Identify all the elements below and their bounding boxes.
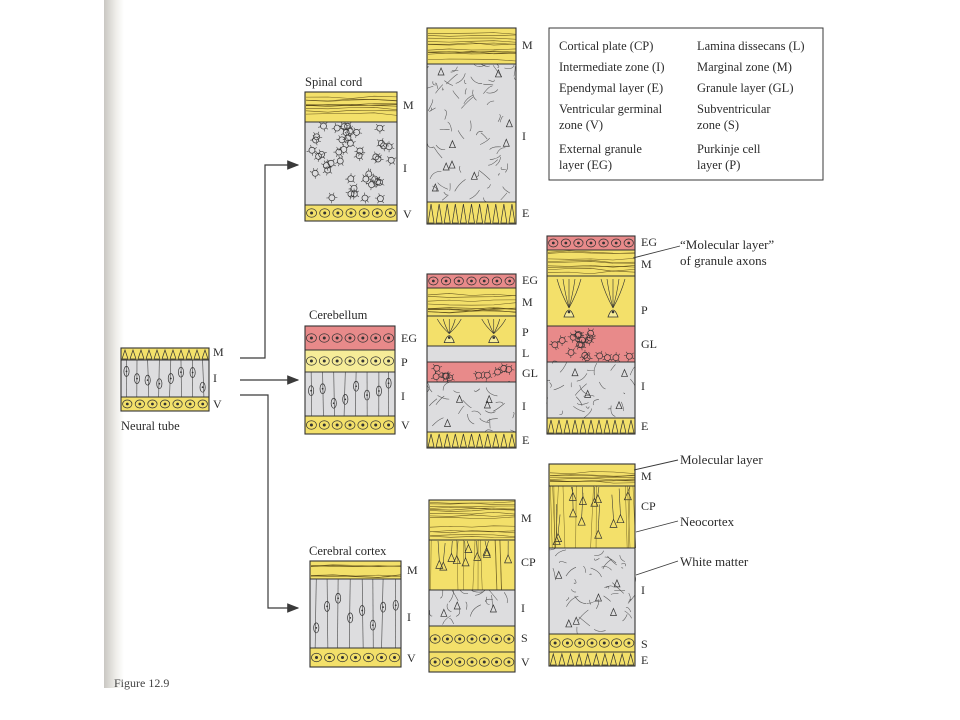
cerebellum-late-column <box>547 235 658 434</box>
tissue-layer <box>305 326 395 350</box>
svg-text:White matter: White matter <box>680 554 749 569</box>
legend-entry: External granule <box>559 142 642 156</box>
legend-entry: Cortical plate (CP) <box>559 39 654 53</box>
spinal-cord-early-column <box>305 92 414 221</box>
tissue-layer <box>547 250 635 276</box>
neural-tube-title: Neural tube <box>121 419 180 433</box>
layer-label: V <box>521 655 530 669</box>
layer-label: M <box>641 469 652 483</box>
tissue-layer <box>547 276 635 326</box>
branch-arrows <box>240 165 298 608</box>
neural-tube-column <box>121 345 224 411</box>
tissue-layer <box>429 500 515 540</box>
cortex-late-column <box>549 464 656 667</box>
legend-entry: Ventricular germinal <box>559 102 663 116</box>
tissue-layer <box>310 561 401 579</box>
svg-text:Molecular layer: Molecular layer <box>680 452 763 467</box>
tissue-layer <box>427 362 516 382</box>
layer-label: GL <box>641 337 657 351</box>
tissue-layer <box>427 274 516 288</box>
layer-label: EG <box>522 273 538 287</box>
legend-entry: Subventricular <box>697 102 771 116</box>
cerebellum-title: Cerebellum <box>309 308 368 322</box>
tissue-layer <box>427 202 516 224</box>
layer-label: V <box>403 207 412 221</box>
tissue-layer <box>305 372 395 416</box>
layer-label: CP <box>521 555 536 569</box>
tissue-layer <box>427 381 516 432</box>
layer-label: M <box>213 345 224 359</box>
layer-label: I <box>403 161 407 175</box>
tissue-layer <box>305 205 397 221</box>
layer-label: M <box>522 38 533 52</box>
cerebellum-mid-column <box>427 273 538 448</box>
tissue-layer <box>427 346 516 362</box>
layer-label: EG <box>401 331 417 345</box>
tissue-layer <box>121 397 209 411</box>
tissue-layer <box>547 361 635 418</box>
layer-label: I <box>213 371 217 385</box>
legend-entry: zone (S) <box>697 118 739 132</box>
layer-label: I <box>521 601 525 615</box>
legend-entry: Purkinje cell <box>697 142 761 156</box>
layer-label: L <box>522 346 530 360</box>
layer-label: V <box>407 651 416 665</box>
layer-label: M <box>522 295 533 309</box>
layer-label: V <box>213 397 222 411</box>
tissue-layer <box>305 416 395 434</box>
layer-label: P <box>401 355 408 369</box>
tissue-layer <box>549 548 636 634</box>
tissue-layer <box>549 464 635 486</box>
layer-label: I <box>641 583 645 597</box>
tissue-layer <box>549 486 636 548</box>
tissue-layer <box>549 634 635 652</box>
cortex-mid-column <box>429 500 536 672</box>
svg-text:“Molecular layer”: “Molecular layer” <box>680 237 775 252</box>
layer-label: E <box>522 433 530 447</box>
tissue-layer <box>429 626 515 652</box>
layer-label: I <box>522 129 526 143</box>
tissue-layer <box>310 579 401 648</box>
layer-label: M <box>641 257 652 271</box>
annotation-white-matter <box>636 554 749 575</box>
legend-entry: zone (V) <box>559 118 604 132</box>
layer-label: M <box>407 563 418 577</box>
tissue-layer <box>310 648 401 667</box>
figure-caption: Figure 12.9 <box>114 676 170 690</box>
cerebellum-early-column <box>305 326 417 434</box>
spinal-cord-late-column <box>427 28 533 224</box>
tissue-layer <box>427 64 516 202</box>
layer-label: CP <box>641 499 656 513</box>
legend-entry: Lamina dissecans (L) <box>697 39 805 53</box>
layer-label: V <box>401 418 410 432</box>
legend-entry: Ependymal layer (E) <box>559 81 664 95</box>
layer-label: E <box>522 206 530 220</box>
tissue-layer <box>427 316 516 346</box>
annotation-neocortex <box>636 514 735 532</box>
tissue-layer <box>427 288 516 316</box>
layer-label: S <box>521 631 528 645</box>
layer-label: GL <box>522 366 538 380</box>
layer-label: E <box>641 419 649 433</box>
legend-box <box>549 28 823 180</box>
layer-label: S <box>641 637 648 651</box>
legend-entry: layer (P) <box>697 158 741 172</box>
tissue-layer <box>547 326 635 363</box>
layer-label: E <box>641 653 649 667</box>
layer-label: I <box>407 610 411 624</box>
layer-label: EG <box>641 235 657 249</box>
tissue-layer <box>427 432 516 448</box>
legend-entry: Intermediate zone (I) <box>559 60 665 74</box>
spinal-cord-title: Spinal cord <box>305 75 363 89</box>
tissue-layer <box>429 540 515 590</box>
tissue-layer <box>429 652 515 672</box>
tissue-layer <box>427 28 516 64</box>
legend-entry: layer (EG) <box>559 158 613 172</box>
tissue-layer <box>305 92 397 122</box>
tissue-layer <box>121 348 209 360</box>
tissue-layer <box>121 360 209 397</box>
layer-label: I <box>401 389 405 403</box>
legend-entry: Marginal zone (M) <box>697 60 792 74</box>
layer-label: I <box>522 399 526 413</box>
tissue-layer <box>305 350 395 372</box>
legend-entry: Granule layer (GL) <box>697 81 794 95</box>
cerebral-cortex-title: Cerebral cortex <box>309 544 387 558</box>
tissue-layer <box>549 652 635 666</box>
layer-label: P <box>641 303 648 317</box>
cortex-early-column <box>310 561 418 667</box>
svg-text:Neocortex: Neocortex <box>680 514 735 529</box>
tissue-layer <box>547 236 635 250</box>
tissue-layer <box>305 122 397 205</box>
layer-label: P <box>522 325 529 339</box>
layer-label: I <box>641 379 645 393</box>
tissue-layer <box>547 418 635 434</box>
tissue-layer <box>429 590 515 626</box>
svg-text:of granule axons: of granule axons <box>680 253 767 268</box>
layer-label: M <box>521 511 532 525</box>
layer-label: M <box>403 98 414 112</box>
annotation-molecular-layer <box>634 452 763 470</box>
